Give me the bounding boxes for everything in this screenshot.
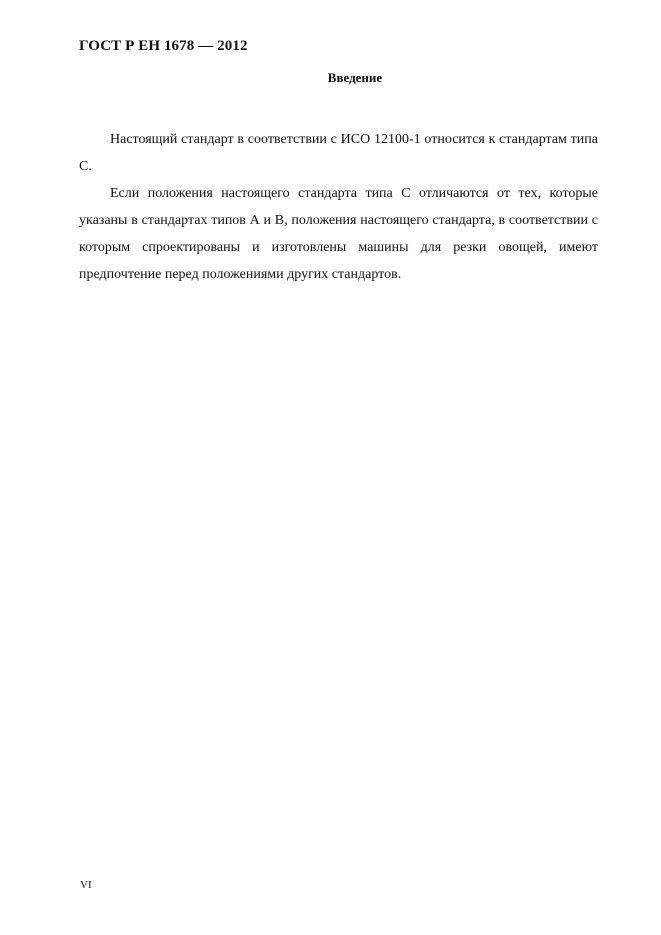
document-code: ГОСТ Р ЕН 1678 — 2012 bbox=[79, 38, 248, 54]
paragraph-1: Настоящий стандарт в соответствии с ИСО 12100-1 относится к стандартам типа С. bbox=[79, 132, 598, 174]
paragraph-2: Если положения настоящего стандарта типа С отличаются от тех, которые указаны в стандартах типов А и В, положения настоящего стандарта, в соответствии с которым спроектированы и изготовлены машины для резки овощей, имеют предпочтение перед положениями других стандартов. bbox=[79, 186, 598, 282]
section-title: Введение bbox=[327, 70, 383, 85]
page-number: VI bbox=[80, 879, 92, 891]
introduction-text bbox=[79, 126, 598, 288]
